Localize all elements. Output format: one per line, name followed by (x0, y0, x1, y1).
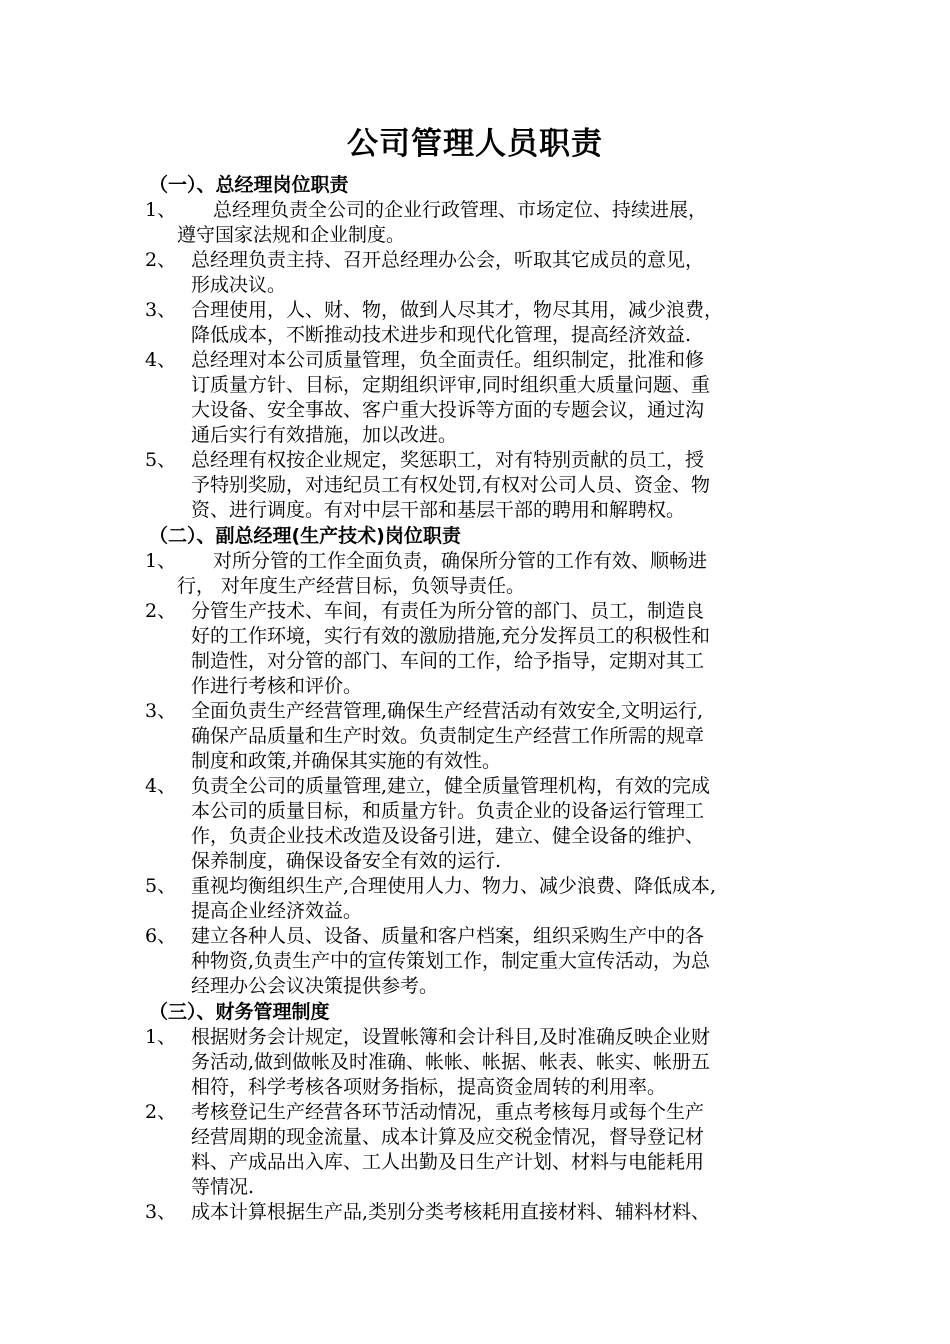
section-heading: （三）、财务管理制度 (149, 1001, 330, 1023)
item-text (191, 1100, 825, 1200)
text-line: 确保产品质量和生产时效。负责制定生产经营工作所需的规章 (191, 725, 705, 747)
list-item (145, 874, 825, 924)
item-text (191, 874, 825, 924)
text-line: 重视均衡组织生产,合理使用人力、物力、减少浪费、降低成本, (191, 875, 717, 897)
list-item (145, 699, 825, 774)
item-number: 6、 (145, 925, 177, 947)
item-number: 4、 (145, 349, 177, 371)
item-text (177, 198, 825, 248)
list-item (145, 549, 825, 599)
list-item (145, 774, 825, 874)
text-line: 通后实行有效措施，加以改进。 (191, 424, 458, 446)
item-number: 3、 (145, 1201, 177, 1223)
text-line: 遵守国家法规和企业制度。 (177, 224, 406, 246)
list-item (145, 924, 825, 999)
item-text (191, 1025, 825, 1100)
item-number: 5、 (145, 875, 177, 897)
item-number: 5、 (145, 449, 177, 471)
text-line: 制度和政策,并确保其实施的有效性。 (191, 750, 502, 772)
section-heading: （一）、总经理岗位职责 (149, 174, 349, 196)
text-line: 分管生产技术、车间，有责任为所分管的部门、员工，制造良 (191, 600, 705, 622)
item-text (191, 699, 825, 774)
item-text (191, 248, 825, 298)
item-number: 4、 (145, 775, 177, 797)
list-item (145, 298, 825, 348)
list-item (145, 198, 825, 248)
item-number: 1、 (145, 550, 177, 572)
text-line: 全面负责生产经营管理,确保生产经营活动有效安全,文明运行, (191, 700, 704, 722)
page-title: 公司管理人员职责 (347, 126, 603, 162)
text-line: 大设备、安全事故、客户重大投诉等方面的专题会议，通过沟 (191, 399, 705, 421)
item-number: 1、 (145, 1026, 177, 1048)
text-line: 种物资,负责生产中的宣传策划工作，制定重大宣传活动，为总 (191, 950, 711, 972)
item-text (191, 348, 825, 448)
text-line: 形成决议。 (191, 274, 287, 296)
item-text (177, 549, 825, 599)
text-line: 作进行考核和评价。 (191, 675, 363, 697)
item-number: 2、 (145, 600, 177, 622)
list-item (145, 348, 825, 448)
item-text (191, 774, 825, 874)
text-line: 本公司的质量目标，和质量方针。负责企业的设备运行管理工 (191, 800, 705, 822)
text-line: 资、进行调度。有对中层干部和基层干部的聘用和解聘权。 (191, 499, 686, 521)
text-line: 合理使用，人、财、物，做到人尽其才，物尽其用，减少浪费， (191, 299, 724, 321)
list-item (145, 248, 825, 298)
text-line: 经理办公会议决策提供参考。 (191, 975, 439, 997)
item-text (191, 599, 825, 699)
text-line: 提高企业经济效益。 (191, 900, 363, 922)
list-item (145, 1025, 825, 1100)
text-line: 考核登记生产经营各环节活动情况，重点考核每月或每个生产 (191, 1101, 705, 1123)
item-text (191, 924, 825, 999)
text-line: 负责全公司的质量管理,建立，健全质量管理机构，有效的完成 (191, 775, 711, 797)
text-line: 订质量方针、目标，定期组织评审,同时组织重大质量问题、重 (191, 374, 711, 396)
item-number: 2、 (145, 249, 177, 271)
text-line: 降低成本，不断推动技术进步和现代化管理，提高经济效益. (191, 324, 692, 346)
text-line: 作，负责企业技术改造及设备引进，建立、健全设备的维护、 (191, 825, 705, 847)
text-line: 制造性，对分管的部门、车间的工作，给予指导，定期对其工 (191, 650, 705, 672)
list-item (145, 1100, 825, 1200)
item-number: 3、 (145, 700, 177, 722)
item-number: 1、 (145, 199, 177, 221)
text-line: 总经理负责主持、召开总经理办公会，听取其它成员的意见， (191, 249, 705, 271)
text-line: 对所分管的工作全面负责，确保所分管的工作有效、顺畅进 (213, 550, 708, 572)
text-line: 总经理对本公司质量管理，负全面责任。组织制定，批准和修 (191, 349, 705, 371)
item-number: 2、 (145, 1101, 177, 1123)
text-line: 根据财务会计规定，设置帐簿和会计科目,及时准确反映企业财 (191, 1026, 711, 1048)
text-line: 成本计算根据生产品,类别分类考核耗用直接材料、辅料材料、 (191, 1201, 711, 1223)
text-line: 总经理负责全公司的企业行政管理、市场定位、持续进展， (213, 199, 708, 221)
text-line: 经营周期的现金流量、成本计算及应交税金情况，督导登记材 (191, 1126, 705, 1148)
text-line: 保养制度，确保设备安全有效的运行. (191, 850, 502, 872)
text-line: 好的工作环境，实行有效的激励措施,充分发挥员工的积极性和 (191, 625, 711, 647)
text-line: 相符，科学考核各项财务指标，提高资金周转的利用率。 (191, 1076, 667, 1098)
text-line: 料、产成品出入库、工人出勤及日生产计划、材料与电能耗用 (191, 1151, 705, 1173)
text-line: 建立各种人员、设备、质量和客户档案，组织采购生产中的各 (191, 925, 705, 947)
text-line: 等情况. (191, 1176, 255, 1198)
document-body (145, 172, 825, 1225)
text-line: 予特别奖励，对违纪员工有权处罚,有权对公司人员、资金、物 (191, 474, 711, 496)
text-line: 务活动,做到做帐及时准确、帐帐、帐据、帐表、帐实、帐册五 (191, 1051, 711, 1073)
section-heading: （二）、副总经理(生产技术)岗位职责 (149, 525, 461, 547)
item-text (191, 1200, 825, 1225)
list-item (145, 1200, 825, 1225)
list-item (145, 448, 825, 523)
text-line: 总经理有权按企业规定，奖惩职工，对有特别贡献的员工，授 (191, 449, 705, 471)
item-text (191, 448, 825, 523)
item-number: 3、 (145, 299, 177, 321)
item-text (191, 298, 825, 348)
text-line: 行， 对年度生产经营目标，负领导责任。 (177, 575, 526, 597)
list-item (145, 599, 825, 699)
